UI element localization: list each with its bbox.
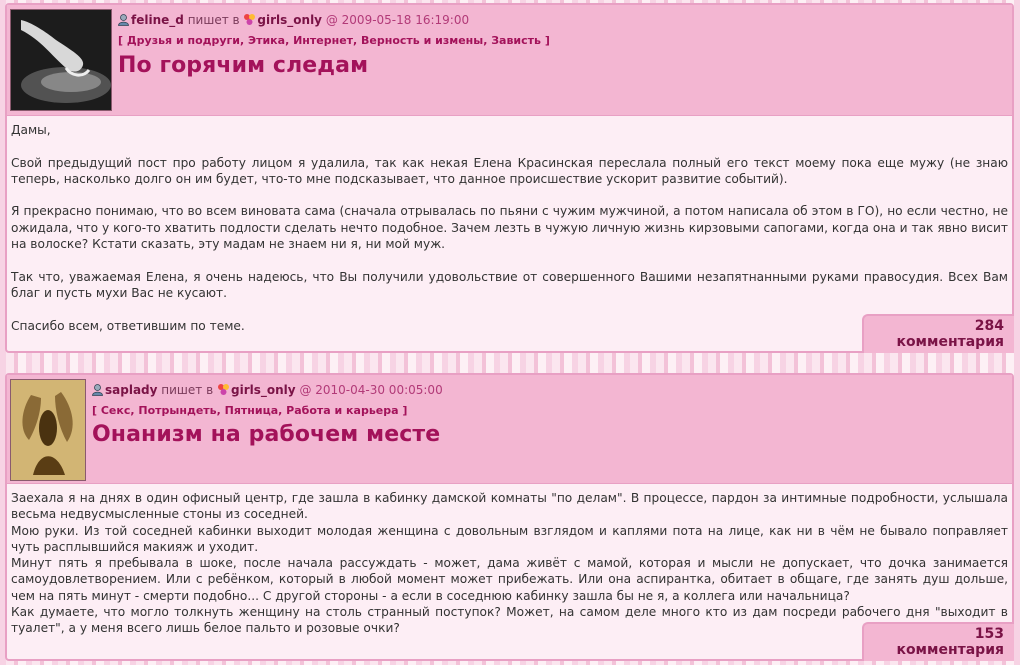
community-icon[interactable] [217,383,230,396]
username-link[interactable]: saplady [105,383,158,397]
journal-entry [5,3,1014,353]
entry-title[interactable]: По горячим следам [118,53,369,78]
userpic[interactable] [10,9,112,111]
journal-entry [5,373,1014,661]
community-link[interactable]: girls_only [231,383,296,397]
entry-paragraph: Свой предыдущий пост про работу лицом я удалила, так как некая Елена Красинская переслала полный его текст моему пока еще мужу (не знаю теперь, насколько долго он им будет, что-то мне подсказывает, что данное происшествие ускорит развитие событий). [11,155,1008,186]
entry-tags[interactable]: [ Секс, Потрындеть, Пятница, Работа и карьера ] [92,404,408,417]
entry-title[interactable]: Онанизм на рабочем месте [92,422,441,447]
userpic-image [11,380,85,480]
comments-link[interactable]: 153 комментария [862,622,1014,661]
entry-header [7,5,1012,116]
community-link[interactable]: girls_only [257,13,323,27]
entry-date: @ 2010-04-30 00:05:00 [299,383,443,397]
user-icon[interactable] [118,14,129,26]
entry-tags[interactable]: [ Друзья и подруги, Этика, Интернет, Верность и измены, Зависть ] [118,34,550,47]
writes-in-label: пишет в [187,13,240,27]
entry-paragraph: Дамы, [11,123,51,137]
writes-in-label: пишет в [161,383,214,397]
userpic[interactable] [10,379,86,481]
entry-paragraph: Так что, уважаемая Елена, я очень надеюсь, что Вы получили удовольствие от совершенного Вашими незапятнанными руками правосудия. Всех Вам благ и пусть мухи Вас не кусают. [11,269,1008,300]
community-icon[interactable] [243,13,256,26]
user-icon[interactable] [92,384,103,396]
entry-paragraph: Я прекрасно понимаю, что во всем виновата сама (сначала отрывалась по пьяни с чужим мужчиной, а потом написала об этом в ГО), но если честно, не ожидала, что у кого-то хватить подлости сделать нечто подобное. Зачем лезть в чужую личную жизнь кирзовыми сапогами, когда она и так явно висит на волоске? Кстати сказать, эту мадам не знаем ни я, ни мой муж. [11,204,1008,252]
entry-meta [92,383,443,397]
comments-link[interactable]: 284 комментария [862,314,1014,353]
entry-paragraph: Минут пять я пребывала в шоке, после начала рассуждать - может, дама живёт с мамой, которая и мысли не допускает, что дочка занимается самоудовлетворением. Или с ребёнком, который в любой момент может прибежать. Или она аспирантка, обитает в общаге, где занять душ дольше, чем на пять минут - смерти подобно... С другой стороны - а если в соседнюю кабинку зашла бы не я, а коллега или начальница? [11,556,1008,603]
username-link[interactable]: feline_d [131,13,184,27]
entry-paragraph: Как думаете, что могло толкнуть женщину на столь странный поступок? Может, на самом деле много кто из дам посреди рабочего дня "выходит в туалет", а у меня всего лишь белое пальто и розовые очки? [11,605,1008,636]
entry-body [7,116,1012,334]
entry-paragraph: Спасибо всем, ответившим по теме. [11,318,245,333]
entry-header [7,375,1012,484]
userpic-image [11,10,111,110]
entry-paragraph: Мою руки. Из той соседней кабинки выходит молодая женщина с довольным взглядом и каплями пота на лице, как ни в чём не бывало поправляет чуть расплывшийся макияж и уходит. [11,523,1008,554]
entry-date: @ 2009-05-18 16:19:00 [325,13,470,27]
entry-paragraph: Заехала я на днях в один офисный центр, где зашла в кабинку дамской комнаты "по делам". В процессе, пардон за интимные подробности, услышала весьма недвусмысленные стоны из соседней. [11,491,1008,522]
entry-body [7,484,1012,637]
entry-meta [118,13,469,27]
